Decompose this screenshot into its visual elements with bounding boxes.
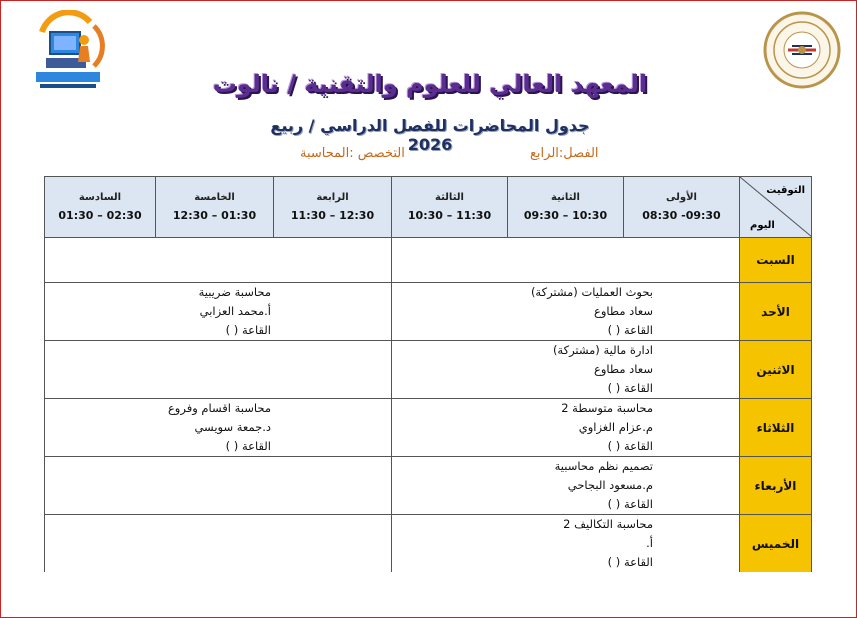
instructor-name: سعاد مطاوع	[594, 304, 653, 318]
major-label: التخصص :المحاسبة	[300, 146, 405, 161]
period-name: الأولى	[666, 192, 697, 203]
period-name: السادسة	[78, 192, 122, 203]
morning-block	[392, 341, 740, 399]
period-time: 12:30 – 01:30	[172, 209, 257, 222]
instructor-name: م.عزام الغزاوي	[578, 420, 653, 434]
period-time: 09:30 – 10:30	[523, 209, 608, 222]
table-row	[45, 341, 812, 399]
period-header	[392, 177, 508, 238]
morning-block	[392, 238, 740, 283]
instructor-name: أ.محمد العزابي	[199, 304, 271, 318]
morning-block	[392, 283, 740, 341]
room-label: القاعة ( )	[225, 323, 271, 337]
afternoon-block	[45, 283, 392, 341]
computer-logo-icon	[28, 10, 108, 92]
period-time: 01:30 – 02:30	[58, 209, 142, 222]
day-cell: الأربعاء	[740, 457, 812, 515]
course-name: محاسبة متوسطة 2	[561, 401, 653, 415]
table-header-row	[45, 177, 812, 238]
room-label: القاعة ( )	[607, 497, 653, 511]
semester-label: الفصل:الرابع	[530, 146, 599, 161]
day-cell: الثلاثاء	[740, 399, 812, 457]
period-name: الثانية	[551, 192, 580, 203]
institute-title: المعهد العالي للعلوم والتقنية / نالوت	[212, 70, 648, 98]
course-name: بحوث العمليات (مشتركة)	[530, 285, 653, 299]
period-time: 10:30 – 11:30	[407, 209, 492, 222]
afternoon-block	[45, 399, 392, 457]
room-label: القاعة ( )	[607, 381, 653, 395]
schedule-table	[44, 176, 812, 572]
corner-day-label: اليوم	[750, 220, 775, 231]
course-name: ادارة مالية (مشتركة)	[552, 343, 653, 357]
period-name: الخامسة	[194, 192, 235, 203]
morning-block	[392, 399, 740, 457]
schedule-title: جدول المحاضرات للفصل الدراسي / ربيع 2026	[270, 116, 590, 154]
table-row	[45, 283, 812, 341]
period-name: الثالثة	[435, 192, 464, 203]
instructor-name: د.جمعة سويسي	[194, 420, 271, 434]
day-cell: الخميس	[740, 515, 812, 573]
day-cell: السبت	[740, 238, 812, 283]
course-name: تصميم نظم محاسبية	[554, 459, 653, 473]
course-name: محاسبة التكاليف 2	[563, 517, 653, 531]
day-cell: الاثنين	[740, 341, 812, 399]
room-label: القاعة ( )	[225, 439, 271, 453]
period-header	[156, 177, 274, 238]
table-row	[45, 238, 812, 283]
period-header	[45, 177, 156, 238]
day-cell: الأحد	[740, 283, 812, 341]
room-label: القاعة ( )	[607, 323, 653, 337]
corner-cell	[740, 177, 812, 238]
period-header	[508, 177, 624, 238]
afternoon-block	[45, 341, 392, 399]
period-header	[274, 177, 392, 238]
room-label: القاعة ( )	[607, 439, 653, 453]
corner-time-label: التوقيت	[766, 185, 805, 196]
instructor-name: م.مسعود البجاحي	[567, 478, 653, 492]
afternoon-block	[45, 457, 392, 515]
period-time: 11:30 – 12:30	[290, 209, 375, 222]
table-row	[45, 399, 812, 457]
institute-seal-icon	[762, 10, 842, 90]
period-header	[624, 177, 740, 238]
morning-block	[392, 515, 740, 573]
morning-block	[392, 457, 740, 515]
course-name: محاسبة ضريبية	[198, 285, 271, 299]
room-label: القاعة ( )	[607, 555, 653, 569]
table-row	[45, 457, 812, 515]
table-row	[45, 515, 812, 573]
period-name: الرابعة	[316, 192, 349, 203]
course-name: محاسبة اقسام وفروع	[167, 401, 271, 415]
instructor-name: أ.	[646, 536, 653, 550]
instructor-name: سعاد مطاوع	[594, 362, 653, 376]
period-time: 08:30 -09:30	[642, 209, 721, 222]
afternoon-block	[45, 515, 392, 573]
afternoon-block	[45, 238, 392, 283]
